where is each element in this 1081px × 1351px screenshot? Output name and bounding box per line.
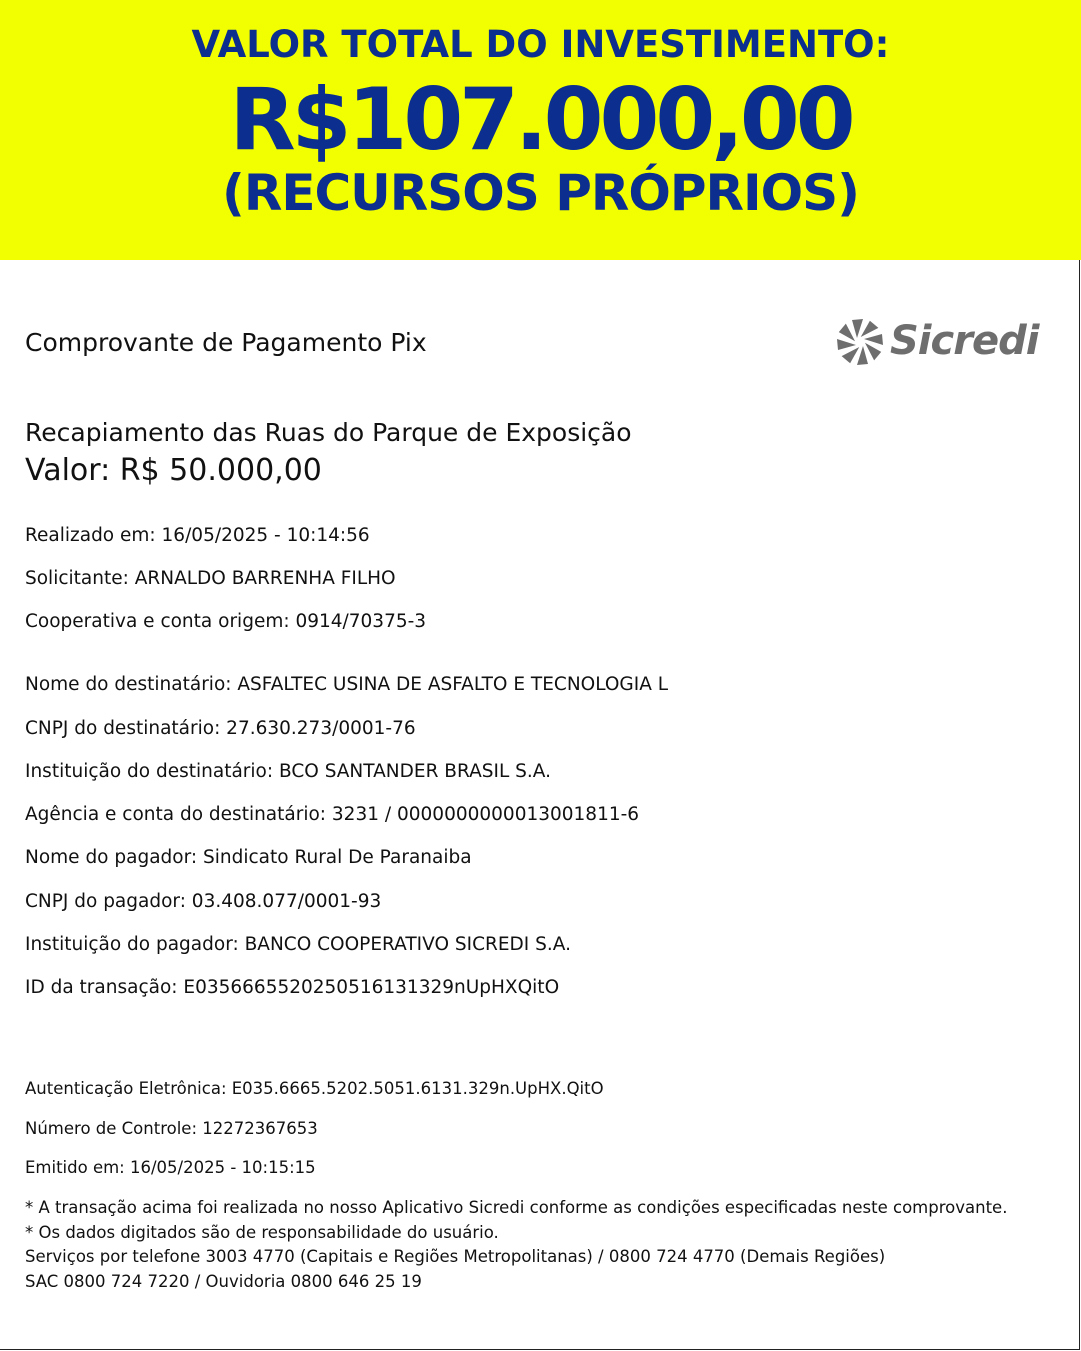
payment-purpose: Recapiamento das Ruas do Parque de Exposição (25, 418, 632, 447)
field-payer-institution: Instituição do pagador: BANCO COOPERATIVO SICREDI S.A. (25, 934, 571, 955)
field-recipient-account: Agência e conta do destinatário: 3231 / 0000000000013001811-6 (25, 804, 640, 825)
footer-authentication: Autenticação Eletrônica: E035.6665.5202.5051.6131.329n.UpHX.QitO (25, 1079, 604, 1098)
footer-control-number: Número de Controle: 12272367653 (25, 1119, 318, 1138)
note-line: * A transação acima foi realizada no nosso Aplicativo Sicredi conforme as condições especificadas neste comprovante. (25, 1198, 1008, 1217)
field-payer-cnpj: CNPJ do pagador: 03.408.077/0001-93 (25, 891, 382, 912)
banner-heading: VALOR TOTAL DO INVESTIMENTO: (191, 23, 890, 66)
sicredi-pinwheel-icon (836, 317, 884, 367)
field-payer-name: Nome do pagador: Sindicato Rural De Paranaiba (25, 847, 472, 868)
note-line: Serviços por telefone 3003 4770 (Capitais e Regiões Metropolitanas) / 0800 724 4770 (Demais Regiões) (25, 1247, 886, 1266)
banner-funding-source: (RECURSOS PRÓPRIOS) (221, 164, 859, 222)
note-line: * Os dados digitados são de responsabilidade do usuário. (25, 1222, 499, 1242)
pix-receipt (0, 260, 1080, 1350)
payment-amount: Valor: R$ 50.000,00 (25, 453, 322, 488)
note-line: SAC 0800 724 7220 / Ouvidoria 0800 646 25 19 (25, 1271, 422, 1291)
footer-issued-at: Emitido em: 16/05/2025 - 10:15:15 (25, 1158, 316, 1177)
investment-banner (0, 0, 1081, 260)
receipt-title: Comprovante de Pagamento Pix (25, 328, 427, 357)
field-origin-account: Cooperativa e conta origem: 0914/70375-3 (25, 611, 427, 632)
field-recipient-institution: Instituição do destinatário: BCO SANTANDER BRASIL S.A. (25, 761, 551, 782)
receipt-notes (25, 1196, 1007, 1294)
field-date: Realizado em: 16/05/2025 - 10:14:56 (25, 525, 370, 546)
banner-total-value: R$107.000,00 (229, 70, 852, 170)
logo-text: Sicredi (890, 318, 1039, 364)
field-recipient-name: Nome do destinatário: ASFALTEC USINA DE ASFALTO E TECNOLOGIA L (25, 674, 669, 695)
field-transaction-id: ID da transação: E0356665520250516131329nUpHXQitO (25, 977, 560, 998)
field-recipient-cnpj: CNPJ do destinatário: 27.630.273/0001-76 (25, 718, 416, 739)
field-requester: Solicitante: ARNALDO BARRENHA FILHO (25, 568, 396, 589)
sicredi-logo (836, 315, 1039, 371)
